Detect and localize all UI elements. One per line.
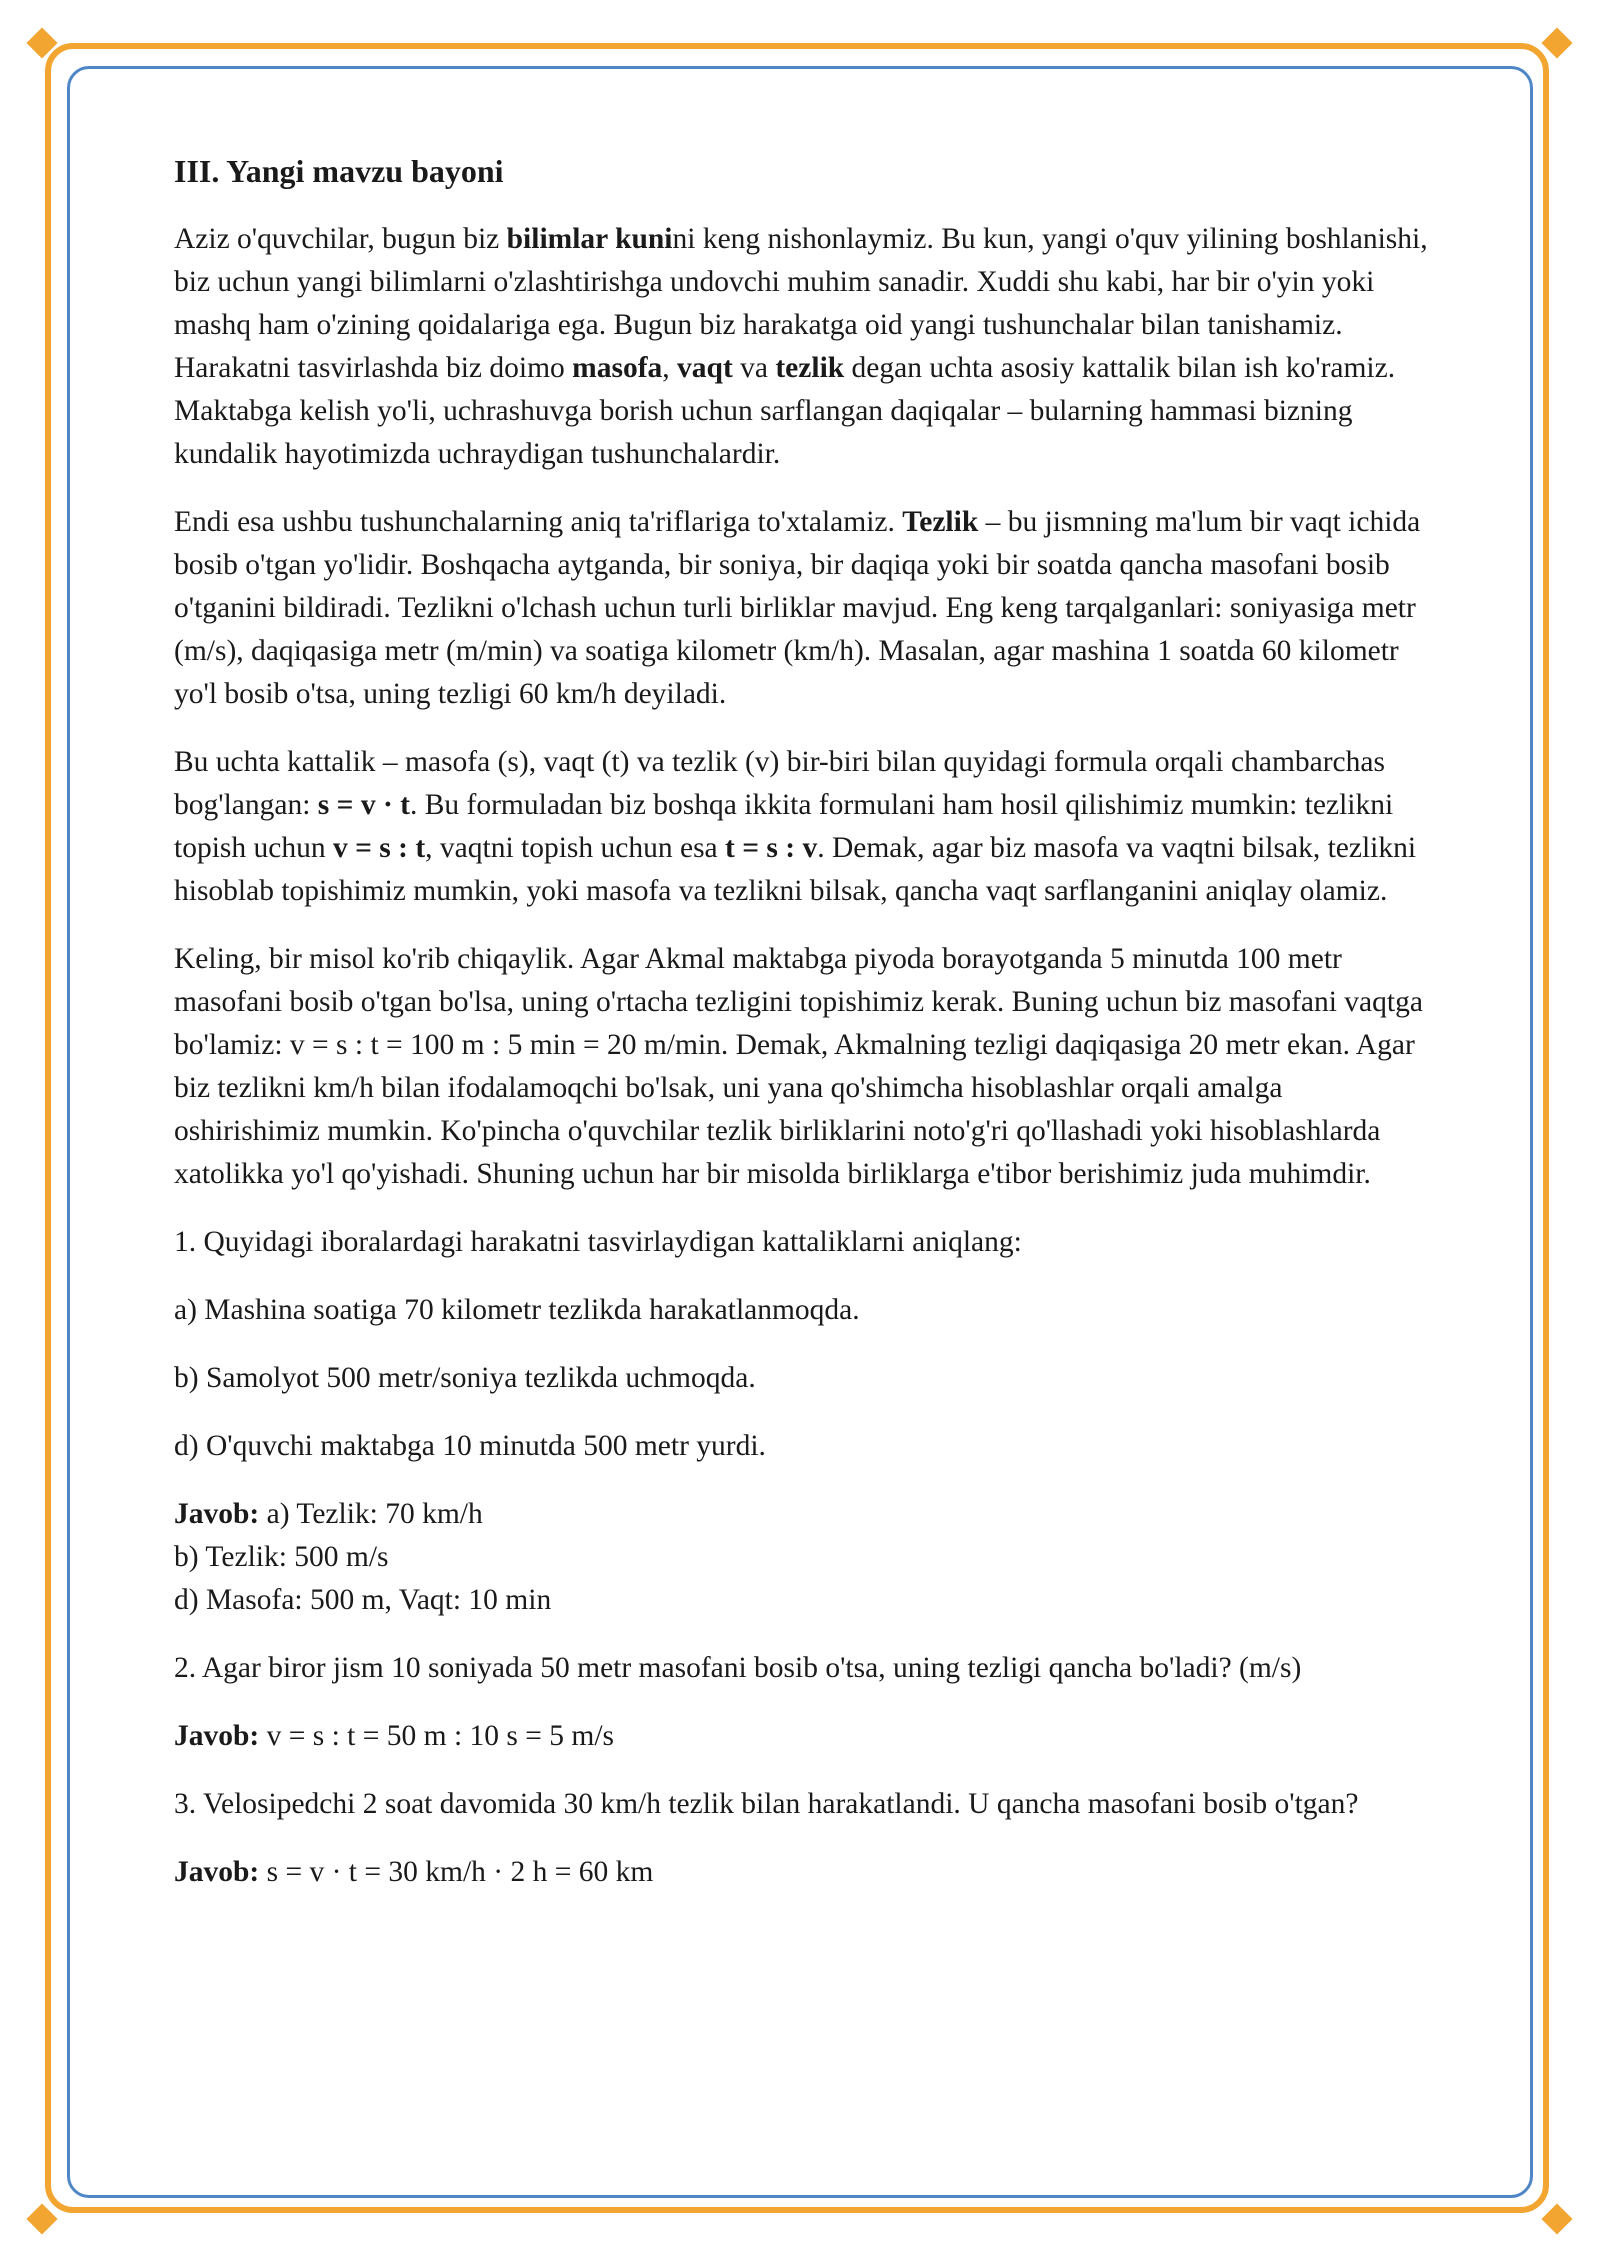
text: . Demak, agar biz masofa va vaqtni bilsak, tezlikni hisoblab topishimiz mumkin, yoki masofa va tezlikni bilsak, qancha vaqt sarflanganini aniqlay olamiz. xyxy=(174,832,1417,907)
bold-term: vaqt xyxy=(677,352,733,384)
bold-formula: s = v · t xyxy=(317,789,410,821)
exercise-1-item-a: a) Mashina soatiga 70 kilometr tezlikda harakatlanmoqda. xyxy=(174,1294,860,1326)
bold-term: Tezlik xyxy=(902,506,979,538)
paragraph-example: Keling, bir misol ko'rib chiqaylik. Agar Akmal maktabga piyoda borayotganda 5 minutda 100 metr masofani bosib o'tgan bo'lsa, uning o'rtacha tezligini topishimiz kerak. Buning uchun biz masofani vaqtga bo'lamiz: v = s : t = 100 m : 5 min = 20 m/min. Demak, Akmalning tezligi daqiqasiga 20 metr ekan. Agar biz tezlikni km/h bilan ifodalamoqchi bo'lsak, uni yana qo'shimcha hisoblashlar orqali amalga oshirishimiz mumkin. Ko'pincha o'quvchilar tezlik birliklarini noto'g'ri qo'llashadi yoki hisoblashlarda xatolikka yo'l qo'yishadi. Shuning uchun har bir misolda birliklarga e'tibor berishimiz juda muhimdir. xyxy=(174,943,1423,1190)
paragraph-introduction xyxy=(174,218,1434,476)
text: . Bu formuladan biz boshqa ikkita formulani ham hosil qilishimiz mumkin: tezlikni topish uchun xyxy=(174,789,1394,864)
exercise-1-item-b: b) Samolyot 500 metr/soniya tezlikda uchmoqda. xyxy=(174,1362,756,1394)
answer-text: s = v · t = 30 km/h · 2 h = 60 km xyxy=(259,1856,654,1888)
document-body xyxy=(174,150,1434,1919)
text: , xyxy=(662,352,678,384)
text: degan uchta asosiy kattalik bilan ish ko'ramiz. Maktabga kelish yo'li, uchrashuvga borish uchun sarflangan daqiqalar – bularning hammasi bizning kundalik hayotimizda uchraydigan tushunchalardir. xyxy=(174,352,1396,470)
text: Bu uchta kattalik – masofa (s), vaqt (t) va tezlik (v) bir-biri bilan quyidagi formula orqali chambarchas bog'langan: xyxy=(174,746,1385,821)
answer-text: a) Tezlik: 70 km/h xyxy=(259,1498,483,1530)
bold-term: bilimlar kuni xyxy=(506,223,673,255)
exercise-3-answer xyxy=(174,1851,1434,1894)
answer-label: Javob: xyxy=(174,1856,260,1888)
bold-formula: t = s : v xyxy=(725,832,818,864)
corner-diamond-bottom-left xyxy=(26,2203,57,2234)
exercise-3-question: 3. Velosipedchi 2 soat davomida 30 km/h tezlik bilan harakatlandi. U qancha masofani bosib o'tgan? xyxy=(174,1788,1359,1820)
answer-label: Javob: xyxy=(174,1498,260,1530)
paragraph-formulas xyxy=(174,741,1434,913)
answer-text: b) Tezlik: 500 m/s xyxy=(174,1541,389,1573)
exercise-1-item-d: d) O'quvchi maktabga 10 minutda 500 metr yurdi. xyxy=(174,1430,766,1462)
text: va xyxy=(732,352,776,384)
text: Endi esa ushbu tushunchalarning aniq ta'riflariga to'xtalamiz. xyxy=(174,506,903,538)
exercise-2-answer xyxy=(174,1715,1434,1758)
exercise-2-question: 2. Agar biror jism 10 soniyada 50 metr masofani bosib o'tsa, uning tezligi qancha bo'ladi? (m/s) xyxy=(174,1652,1302,1684)
exercise-1-question: 1. Quyidagi iboralardagi harakatni tasvirlaydigan kattaliklarni aniqlang: xyxy=(174,1226,1022,1258)
answer-text: v = s : t = 50 m : 10 s = 5 m/s xyxy=(259,1720,615,1752)
paragraph-speed-definition xyxy=(174,501,1434,716)
bold-formula: v = s : t xyxy=(332,832,426,864)
exercise-1-answer xyxy=(174,1493,1434,1622)
bold-term: tezlik xyxy=(775,352,845,384)
bold-term: masofa xyxy=(572,352,663,384)
text: , vaqtni topish uchun esa xyxy=(425,832,726,864)
answer-text: d) Masofa: 500 m, Vaqt: 10 min xyxy=(174,1584,552,1616)
answer-label: Javob: xyxy=(174,1720,260,1752)
corner-diamond-bottom-right xyxy=(1541,2203,1572,2234)
corner-diamond-top-right xyxy=(1541,27,1572,58)
text: Aziz o'quvchilar, bugun biz xyxy=(174,223,507,255)
text: ni keng nishonlaymiz. Bu kun, yangi o'quv yilining boshlanishi, biz uchun yangi bilimlarni o'zlashtirishga undovchi muhim sanadir. Xuddi shu kabi, har bir o'yin yoki mashq ham o'zining qoidalariga ega. Bugun biz harakatga oid yangi tushunchalar bilan tanishamiz. Harakatni tasvirlashda biz doimo xyxy=(174,223,1428,384)
text: – bu jismning ma'lum bir vaqt ichida bosib o'tgan yo'lidir. Boshqacha aytganda, bir soniya, bir daqiqa yoki bir soatda qancha masofani bosib o'tganini bildiradi. Tezlikni o'lchash uchun turli birliklar mavjud. Eng keng tarqalganlari: soniyasiga metr (m/s), daqiqasiga metr (m/min) va soatiga kilometr (km/h). Masalan, agar mashina 1 soatda 60 kilometr yo'l bosib o'tsa, uning tezligi 60 km/h deyiladi. xyxy=(174,506,1421,710)
section-heading: III. Yangi mavzu bayoni xyxy=(174,153,504,189)
